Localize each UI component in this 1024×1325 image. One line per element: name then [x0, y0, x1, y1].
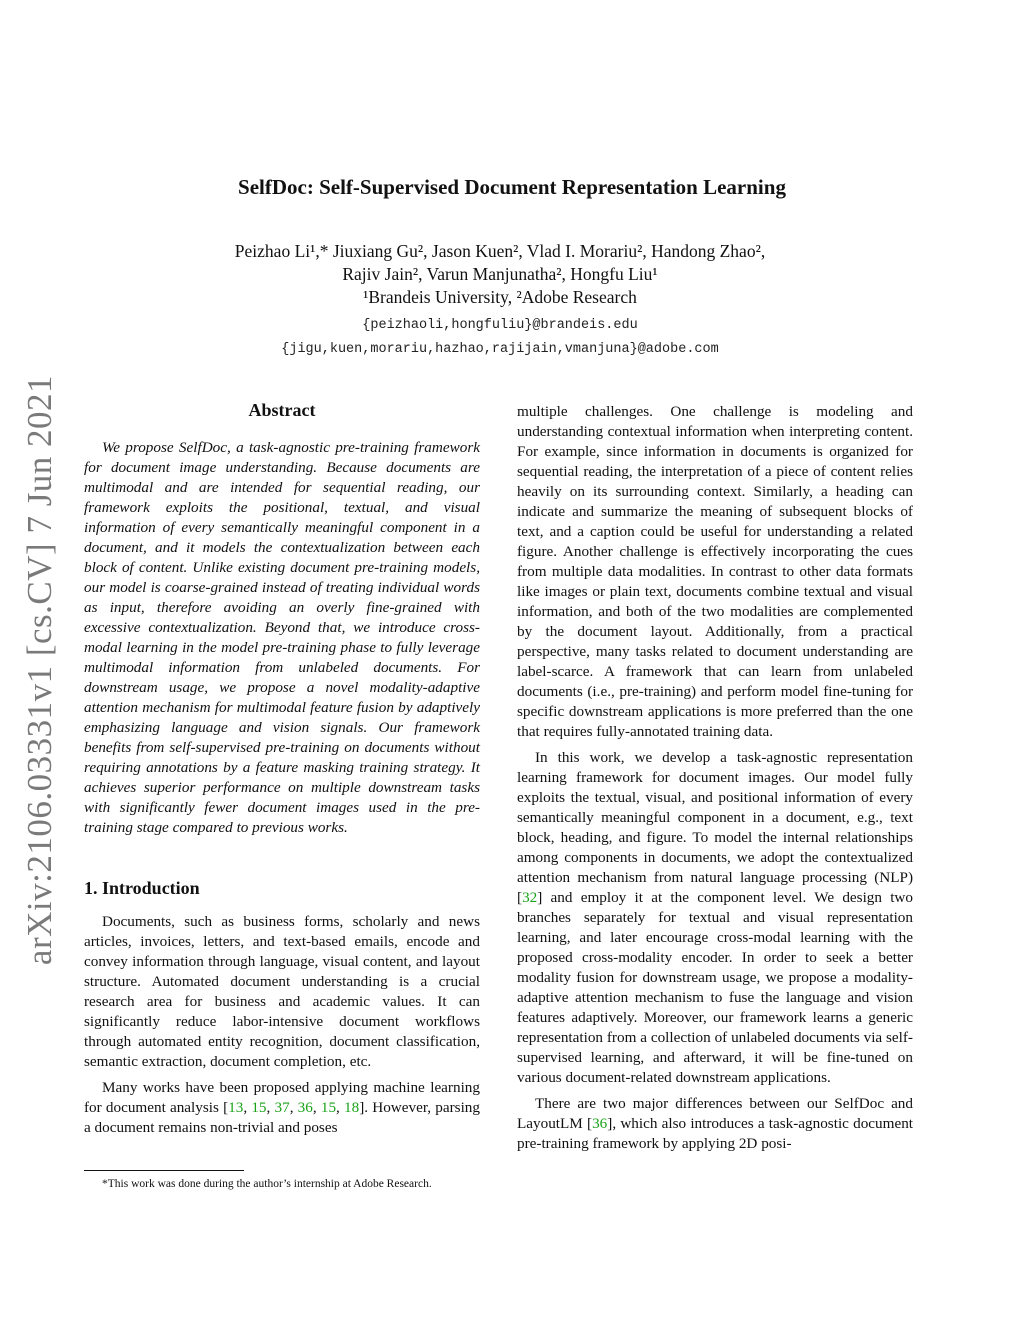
intro-paragraph-1: Documents, such as business forms, scholarly and news articles, invoices, letters, and text-based emails, encode and convey information through language, visual content, and layout structure. Automated document understanding is a crucial research area for business and academic values. It can significantly reduce labor-intensive document workflows through automated entity recognition, document classification, semantic extraction, document completion, etc. [84, 913, 480, 1070]
citation-link[interactable]: 13 [228, 1099, 244, 1116]
right-paragraph-3 [517, 1094, 913, 1154]
abstract-heading: Abstract [248, 400, 316, 420]
citation-separator: , [289, 1099, 298, 1116]
citation-link[interactable]: 37 [274, 1099, 290, 1116]
citation-link[interactable]: 36 [592, 1115, 608, 1132]
footnote-divider [84, 1170, 244, 1171]
email-line-1: {peizhaoli,hongfuliu}@brandeis.edu [362, 318, 638, 333]
citation-link[interactable]: 15 [251, 1099, 267, 1116]
author-line-1: Peizhao Li¹,* Jiuxiang Gu², Jason Kuen², Vlad I. Morariu², Handong Zhao², [234, 241, 766, 261]
footnote: *This work was done during the author’s internship at Adobe Research. [102, 1178, 432, 1190]
left-column [84, 400, 480, 1144]
citation-separator: , [266, 1099, 275, 1116]
author-line-2: Rajiv Jain², Varun Manjunatha², Hongfu Liu¹ [342, 264, 658, 284]
citation-separator: , [312, 1099, 321, 1116]
right-p3-text-end: ], which also introduces a task-agnostic document pre-training framework by applying 2D posi- [517, 1115, 914, 1152]
right-p3-text: There are two major differences between our SelfDoc and LayoutLM [ [517, 1095, 913, 1132]
right-paragraph-1: multiple challenges. One challenge is modeling and understanding contextual information when interpreting content. For example, since information in documents is organized for sequential reading, the interpretation of a piece of content relies heavily on its surrounding context. Similarly, a heading can indicate and summarize the meaning of subsequent blocks of text, and a caption could be useful for understanding a related figure. Another challenge is effectively incorporating the cues from multiple data modalities. In contrast to other data formats like images or plain text, documents combine textual and visual information, and both of the two modalities are complemented by the document layout. Additionally, from a practical perspective, many tasks related to document understanding are label-scarce. A framework that can learn from unlabeled documents (i.e., pre-training) and perform model fine-tuning for specific downstream applications is more preferred than the one that requires fully-annotated training data. [517, 403, 913, 740]
citation-separator: , [243, 1099, 252, 1116]
abstract-body: We propose SelfDoc, a task-agnostic pre-training framework for document image understanding. Because documents are multimodal and are intended for sequential reading, our framework exploits the positional, textual, and visual information of every semantically meaningful component in a document, and it models the contextualization between each block of content. Unlike existing document pre-training models, our model is coarse-grained instead of treating individual words as input, therefore avoiding an overly fine-grained with excessive contextualization. Beyond that, we introduce cross-modal learning in the model pre-training phase to fully leverage multimodal information from unlabeled documents. For downstream usage, we propose a novel modality-adaptive attention mechanism for multimodal feature fusion by adaptively emphasizing language and vision signals. Our framework benefits from self-supervised pre-training on documents without requiring annotations by a feature masking training strategy. It achieves superior performance on multiple downstream tasks with significantly fewer document images used in the pre-training stage compared to previous works. [84, 439, 480, 836]
right-p2-text-end: ] and employ it at the component level. We design two branches separately for textual and visual representation learning, and later encourage cross-modal learning with the proposed cross-modality encoder. In order to seek a better modality fusion for downstream usage, we propose a modality-adaptive attention mechanism to fuse the language and vision features adaptively. Moreover, our framework learns a generic representation from a collection of unlabeled documents via self-supervised learning, and afterward, it will be fine-tuned on various document-related downstream applications. [517, 889, 913, 1086]
citation-link[interactable]: 36 [297, 1099, 313, 1116]
affiliation-line: ¹Brandeis University, ²Adobe Research [363, 287, 637, 307]
citation-separator: , [336, 1099, 345, 1116]
citation-link[interactable]: 18 [344, 1099, 360, 1116]
email-block [150, 314, 850, 362]
intro-p2-text: Many works have been proposed applying machine learning for document analysis [ [84, 1079, 480, 1116]
citation-link[interactable]: 15 [320, 1099, 337, 1116]
introduction-heading: 1. Introduction [84, 878, 200, 898]
right-column [517, 402, 913, 1160]
intro-paragraph-2 [84, 1078, 480, 1138]
author-block [150, 240, 850, 309]
arxiv-side-stamp: arXiv:2106.03331v1 [cs.CV] 7 Jun 2021 [20, 374, 59, 966]
right-p2-text: In this work, we develop a task-agnostic representation learning framework for document images. Our model fully exploits the textual, visual, and positional information of every semantically meaningful component in a document, e.g., text block, heading, and figure. To model the internal relationships among components in documents, we adopt the contextualized attention mechanism from natural language processing (NLP) [ [517, 749, 913, 906]
intro-p2-text-end: ]. However, parsing a document remains non-trivial and poses [84, 1099, 480, 1136]
citation-link[interactable]: 32 [522, 889, 538, 906]
email-line-2: {jigu,kuen,morariu,hazhao,rajijain,vmanjuna}@adobe.com [281, 342, 719, 357]
right-paragraph-2 [517, 748, 913, 1088]
paper-title: SelfDoc: Self-Supervised Document Representation Learning [238, 175, 786, 199]
